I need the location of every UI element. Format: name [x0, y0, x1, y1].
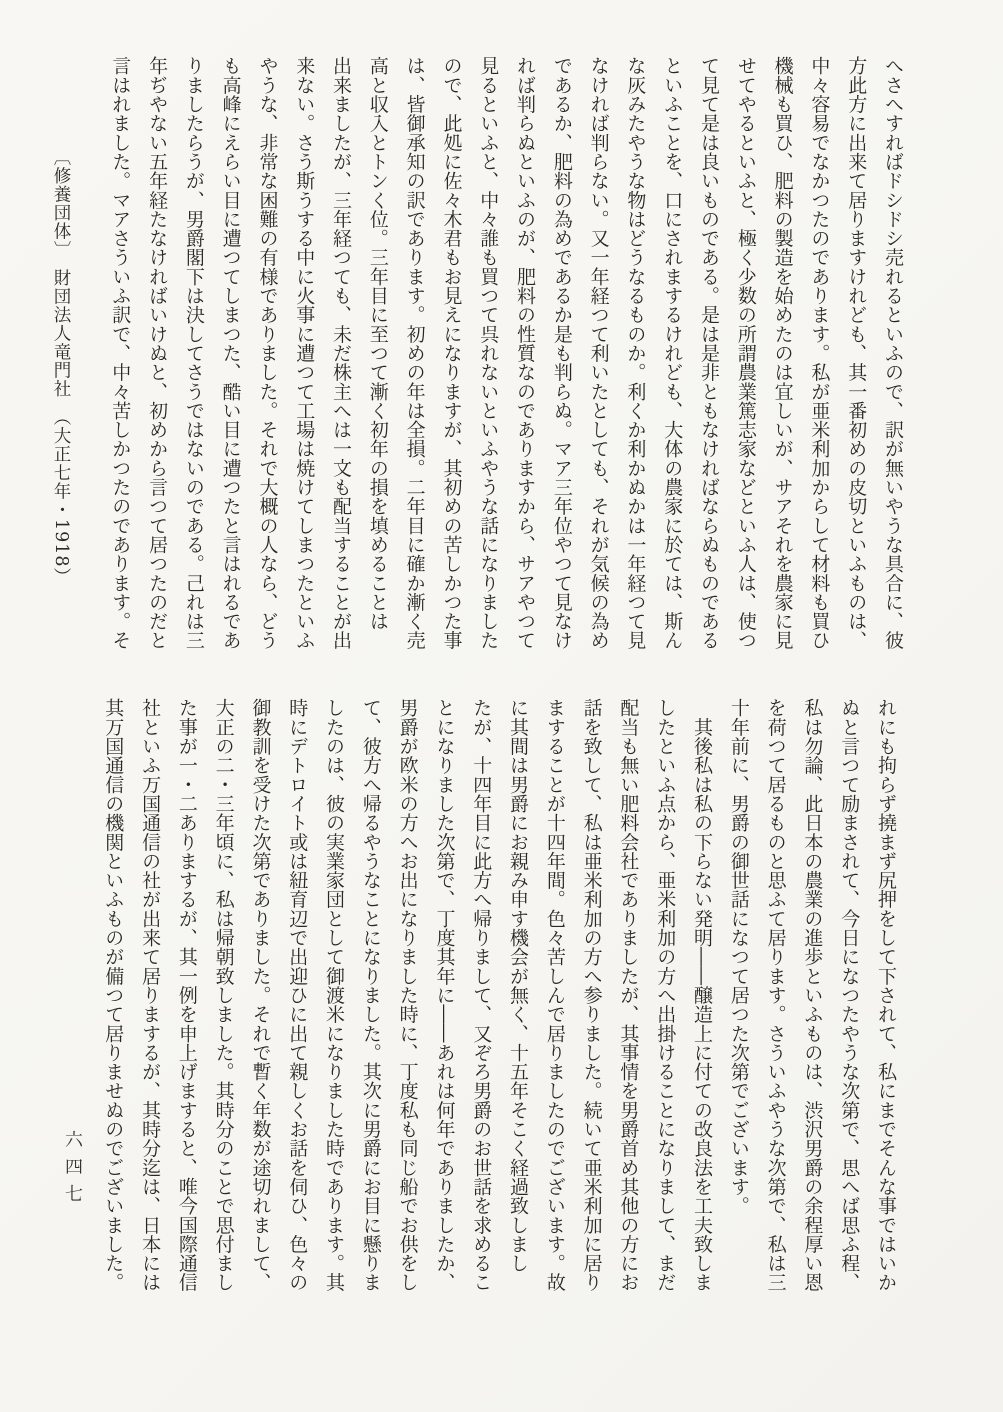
text-column: 話を致して、私は亜米利加の方へ参りました。続いて亜米利加に居り: [580, 698, 603, 1292]
text-column: ますることが十四年間。色々苦しんで居りましたのでございます。故: [543, 698, 566, 1292]
text-column: とになりました次第で、丁度其年に――あれは何年でありましたか、: [433, 698, 456, 1292]
text-column: 社といふ万国通信の社が出来て居りまするが、其時分迄は、日本には: [139, 698, 162, 1292]
text-column: 年ぢやない五年経たなければいけぬと、初めから言つて居つたのだと: [146, 56, 169, 650]
text-column: を荷つて居るものと思ふて居ります。さういふやうな次第で、私は三: [764, 698, 787, 1292]
text-column: 大正の二・三年頃に、私は帰朝致しました。其時分のことで思付まし: [212, 698, 235, 1292]
top-text-block: [101, 56, 911, 658]
page-number: 六四七: [62, 1130, 83, 1211]
text-column: に其間は男爵にお親み申す機会が無く、十五年そこく経過致しまし: [507, 698, 530, 1273]
text-column: であるか、肥料の為めであるか是も判らぬ。マア三年位やつて見なけ: [550, 56, 573, 650]
text-column: やうな、非常な困難の有様でありました。それで大概の人なら、どう: [256, 56, 279, 650]
text-column: したのは、彼の実業家団として御渡米になりました時であります。其: [323, 698, 346, 1292]
text-column: て見て是は良いものである。是は是非ともなければならぬものである: [698, 56, 721, 650]
source-attribution: 〔修養団体〕 財団法人竜門社 （大正七年・1918）: [51, 148, 71, 587]
text-column: なければ判らない。又一年経つて利いたとしても、それが気候の為め: [587, 56, 610, 650]
text-column: れば判らぬといふのが、肥料の性質なのでありますから、サアやつて: [514, 56, 537, 650]
text-column: 其後私は私の下らない発明――醸造上に付ての改良法を工夫致しま: [691, 698, 714, 1292]
text-column: な灰みたやうな物はどうなるものか。利くか利かぬかは一年経つて見: [624, 56, 647, 650]
text-column: といふことを、口にされまするけれども、大体の農家に於ては、斯ん: [661, 56, 684, 650]
text-column: 私は勿論、此日本の農業の進歩といふものは、渋沢男爵の余程厚い恩: [801, 698, 824, 1292]
text-column: 出来ましたが、三年経つても、未だ株主へは一文も配当することが出: [330, 56, 353, 650]
text-column: せてやるといふと、極く少数の所謂農業篤志家などといふ人は、使つ: [734, 56, 757, 650]
text-column: 見るといふと、中々誰も買つて呉れないといふやうな話になりました: [477, 56, 500, 650]
text-column: 男爵が欧米の方へお出になりました時に、丁度私も同じ船でお供をし: [396, 698, 419, 1292]
text-column: りましたらうが、男爵閣下は決してさうではないのである。己れは三: [182, 56, 205, 650]
text-column: は、皆御承知の訳であります。初めの年は全損。二年目に確か漸く売: [403, 56, 426, 650]
text-column: 時にデトロイト或は紐育辺で出迎ひに出て親しくお話を伺ひ、色々の: [286, 698, 309, 1292]
text-column: 方此方に出来て居りますけれども、其一番初めの皮切といふものは、: [845, 56, 868, 650]
text-column: へさへすればドシドシ売れるといふので、訳が無いやうな具合に、彼: [882, 56, 904, 650]
text-column: したといふ点から、亜米利加の方へ出掛けることになりまして、まだ: [654, 698, 677, 1292]
text-column: ぬと言つて励まされて、今日になつたやうな次第で、思へば思ふ程、: [838, 698, 861, 1292]
text-column: も高峰にえらい目に遭つてしまつた、酷い目に遭つたと言はれるであ: [219, 56, 242, 650]
text-column: 機械も買ひ、肥料の製造を始めたのは宜しいが、サアそれを農家に見: [771, 56, 794, 650]
text-column: 言はれました。マアさういふ訳で、中々苦しかつたのであります。そ: [109, 56, 132, 650]
text-column: 高と収入とトンく位。三年目に至つて漸く初年の損を填めることは: [366, 56, 389, 631]
text-column: 其万国通信の機関といふものが備つて居りませぬのでございました。: [102, 698, 125, 1292]
text-column: 御教訓を受けた次第でありました。それで暫く年数が途切れまして、: [249, 698, 272, 1292]
text-column: 来ない。さう斯うする中に火事に遭つて工場は焼けてしまつたといふ: [293, 56, 316, 650]
text-column: れにも拘らず撓まず尻押をして下されて、私にまでそんな事ではいか: [875, 698, 897, 1292]
text-column: て、彼方へ帰るやうなことになりました。其次に男爵にお目に懸りま: [359, 698, 382, 1292]
text-column: 中々容易でなかつたのであります。私が亜米利加からして材料も買ひ: [808, 56, 831, 650]
text-column: たが、十四年目に此方へ帰りまして、又ぞろ男爵のお世話を求めるこ: [470, 698, 493, 1292]
text-column: ので、此処に佐々木君もお見えになりますが、其初めの苦しかつた事: [440, 56, 463, 650]
bottom-text-block: [94, 698, 904, 1300]
text-column: た事が一・二ありまするが、其一例を申上げますると、唯今国際通信: [175, 698, 198, 1292]
text-column: 配当も無い肥料会社でありましたが、其事情を男爵首め其他の方にお: [617, 698, 640, 1292]
text-column: 十年前に、男爵の御世話になつて居つた次第でございます。: [727, 698, 750, 1216]
